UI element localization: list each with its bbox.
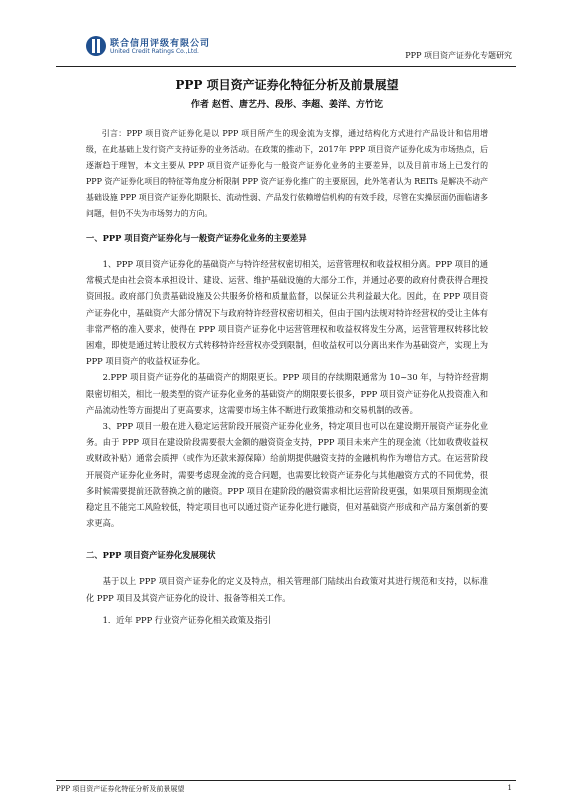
section-2-heading: 二、PPP 项目资产证券化发展现状 <box>86 550 216 561</box>
section-1-paragraph-1: 1、PPP 项目资产证券化的基础资产与特许经营权密切相关，运营管理权和收益权相分离。PPP 项目的通常模式是由社会资本承担设计、建设、运营、维护基础设施的大部分工作，并通过必要的政府付费获得合理投资回报。政府部门负责基础设施及公共服务价格和质量监督，以保证公共利益最大化。因此，在 PPP 项目资产证券化中，基础资产大部分情况下与政府特许经营权密切相关，但由于国内法规对特许经营权的受让主体有非常严格的准入要求，使得在 PPP 项目资产证券化中运营管理权和收益权将发生分离，运营管理权转移比较困难，即使是通过转让股权方式转移特许经营权亦受到限制，但收益权可以分离出来作为基础资产，实现上为 PPP 项目资产的收益权证券化。 <box>86 259 488 367</box>
page-footer <box>56 780 516 794</box>
page-number: 1 <box>507 784 512 792</box>
section-2-paragraph: 基于以上 PPP 项目资产证券化的定义及特点，相关管理部门陆续出台政策对其进行规范和支持，以标准化 PPP 项目及其资产证券化的设计、报备等相关工作。 <box>86 576 488 603</box>
section-1-heading: 一、PPP 项目资产证券化与一般资产证券化业务的主要差异 <box>86 233 307 243</box>
running-title: PPP 项目资产证券化专题研究 <box>405 51 512 60</box>
article-title: PPP 项目资产证券化特征分析及前景展望 <box>175 78 399 92</box>
footer-title: PPP 项目资产证券化特征分析及前景展望 <box>56 785 185 793</box>
section-1-paragraph-2: 2.PPP 项目资产证券化的基础资产的期限更长。PPP 项目的存续期限通常为 10~30 年，与特许经营期限密切相关，相比一般类型的资产证券化业务的基础资产的期限要长很多，PPP 项目资产证券化从投资准入和产品流动性等方面提出了更高要求，这需要市场主体不断进行政策推动和交易机制的改善。 <box>86 372 488 415</box>
logo-chinese-name: 联合信用评级有限公司 <box>110 39 211 49</box>
subsection-heading: 1．近年 PPP 行业资产证券化相关政策及指引 <box>102 614 271 625</box>
section-1-paragraph-3: 3、PPP 项目一般在进入稳定运营阶段开展资产证券化业务，特定项目也可以在建设期开展资产证券化业务。由于 PPP 项目在建设阶段需要很大金额的融资资金支持，PPP 项目未来产生的现金流（比如收费收益权或财政补贴）通常会质押（或作为还款来源保障）给前期提供融资支持的金融机构作为增信方式。在运营阶段开展资产证券化业务时，需要考虑现金流的竞合问题，也需要比较资产证券化与其他融资方式的不同优势，很多时候需要提前还款替换之前的融资。PPP 项目在建阶段的融资需求相比运营阶段更强，如果项目预期现金流稳定且不能完工风险较低，特定项目也可以通过资产证券化进行融资，但对基础资产形成和产品方案创新的要求更高。 <box>86 421 488 529</box>
article-body <box>86 76 488 628</box>
logo-english-name: United Credit Ratings Co.,Ltd. <box>110 48 199 55</box>
logo-mark-icon <box>86 36 106 56</box>
article-authors: 作者 赵哲、唐艺丹、段彤、李超、姜洋、方竹讫 <box>190 100 384 110</box>
page-header <box>56 30 516 67</box>
abstract-paragraph: 引言：PPP 项目资产证券化是以 PPP 项目所产生的现金流为支撑，通过结构化方式进行产品设计和信用增级，在此基础上发行资产支持证券的业务活动。在政策的推动下，2017年 PPP 项目资产证券化成为市场热点，后逐渐趋于理智，本文主要从 PPP 项目资产证券化与一般资产证券化业务的主要差异，以及目前市场上已发行的 PPP 资产证券化项目的特征等角度分析限制 PPP 资产证券化推广的主要原因，此外笔者认为 REITs 是解决不动产基础设施 PPP 项目资产证券化期限长、流动性弱、产品发行依赖增信机构的有效手段，尽管在实操层面仍面临诸多问题，但仍不失为市场努力的方向。 <box>86 129 488 218</box>
company-logo <box>86 36 246 60</box>
